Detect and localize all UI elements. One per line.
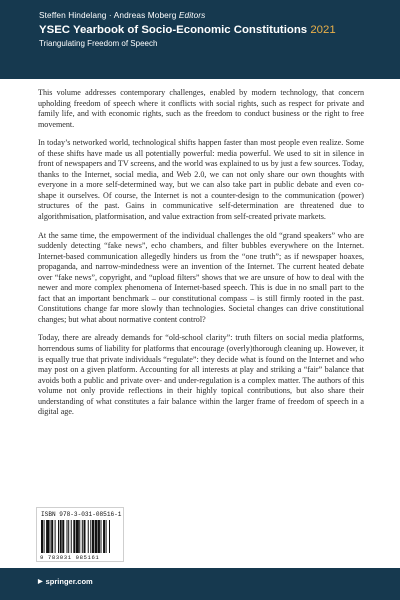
header-band xyxy=(0,0,400,79)
series-year: 2021 xyxy=(310,24,336,36)
book-title xyxy=(39,23,400,37)
footer-band xyxy=(0,568,400,600)
blurb-text xyxy=(38,88,364,426)
barcode-digits: 9 783031 085161 xyxy=(40,554,100,561)
editors-names: Steffen Hindelang · Andreas Moberg xyxy=(39,10,177,20)
series-title: YSEC Yearbook of Socio-Economic Constitutions xyxy=(39,24,308,36)
editors-role: Editors xyxy=(178,10,206,20)
editors-line xyxy=(39,10,400,21)
blurb-paragraph: Today, there are already demands for “old-school clarity”: truth filters on social media platforms, horrendous sums of liability for platforms that encourage (overly)thorough cleaning up. However, it is equally true that private individuals “regulate”: they decide what is found on the Internet and who may post on a given platform. Accounting for all interests at play and striking a “fair” balance that avoids both a public and private over- and under-regulation is a complex matter. The authors of this volume not only provide reflections in their highly topical contributions, but also share their understanding of what constitutes a fair balance within the larger frame of freedom of speech in a digital age. xyxy=(38,333,364,417)
isbn-barcode xyxy=(36,507,124,562)
blurb-paragraph: This volume addresses contemporary challenges, enabled by modern technology, that concern upholding freedom of speech where it conflicts with social rights, such as respect for private and family life, and with economic rights, such as the freedom to conduct business or the right to free movement. xyxy=(38,88,364,129)
isbn-text: ISBN 978-3-031-08516-1 xyxy=(41,511,122,518)
springer-link-label: springer.com xyxy=(45,577,93,586)
blurb-paragraph: At the same time, the empowerment of the individual challenges the old “grand speakers” who are suddenly detecting “fake news”, echo chambers, and filter bubbles everywhere on the Internet. Internet-based communication allegedly hinders us from the “one truth”; as if newspaper hoaxes, propaganda, and narrow-mindedness were an invention of the Internet. The current heated debate over “fake news”, copyright, and “upload filters” shows that we are unsure of how to deal with the newer and more complex phenomena of Internet-based speech. This is due in no small part to the fact that an important benchmark – our constitutional compass – is still firmly rooted in the past. Constitutions change far more slowly than technologies. Societal changes can drive constitutional changes; but what about normative content control? xyxy=(38,230,364,324)
book-subtitle: Triangulating Freedom of Speech xyxy=(39,39,158,48)
blurb-paragraph: In today’s networked world, technological shifts happen faster than most people even realize. Some of these shifts have made us all potentially powerful: media powerful. We used to sit in silence in front of newspapers and TV screens, and the world was explained to us by just a few sources. Today, thanks to the Internet, social media, and Web 2.0, we can not only share our own thoughts with everyone in a more self-determined way, but we can also take part in public debate and even co-shape it ourselves. Of course, the Internet is not a counter-design to the communication (power) structures of the past. Gains in communicative self-determination are threatened due to algorithmisation, platformisation, and value extraction from self-created private markets. xyxy=(38,138,364,222)
arrow-right-icon: ▶ xyxy=(38,579,43,585)
springer-link[interactable] xyxy=(38,577,93,586)
barcode-bars xyxy=(40,520,120,553)
